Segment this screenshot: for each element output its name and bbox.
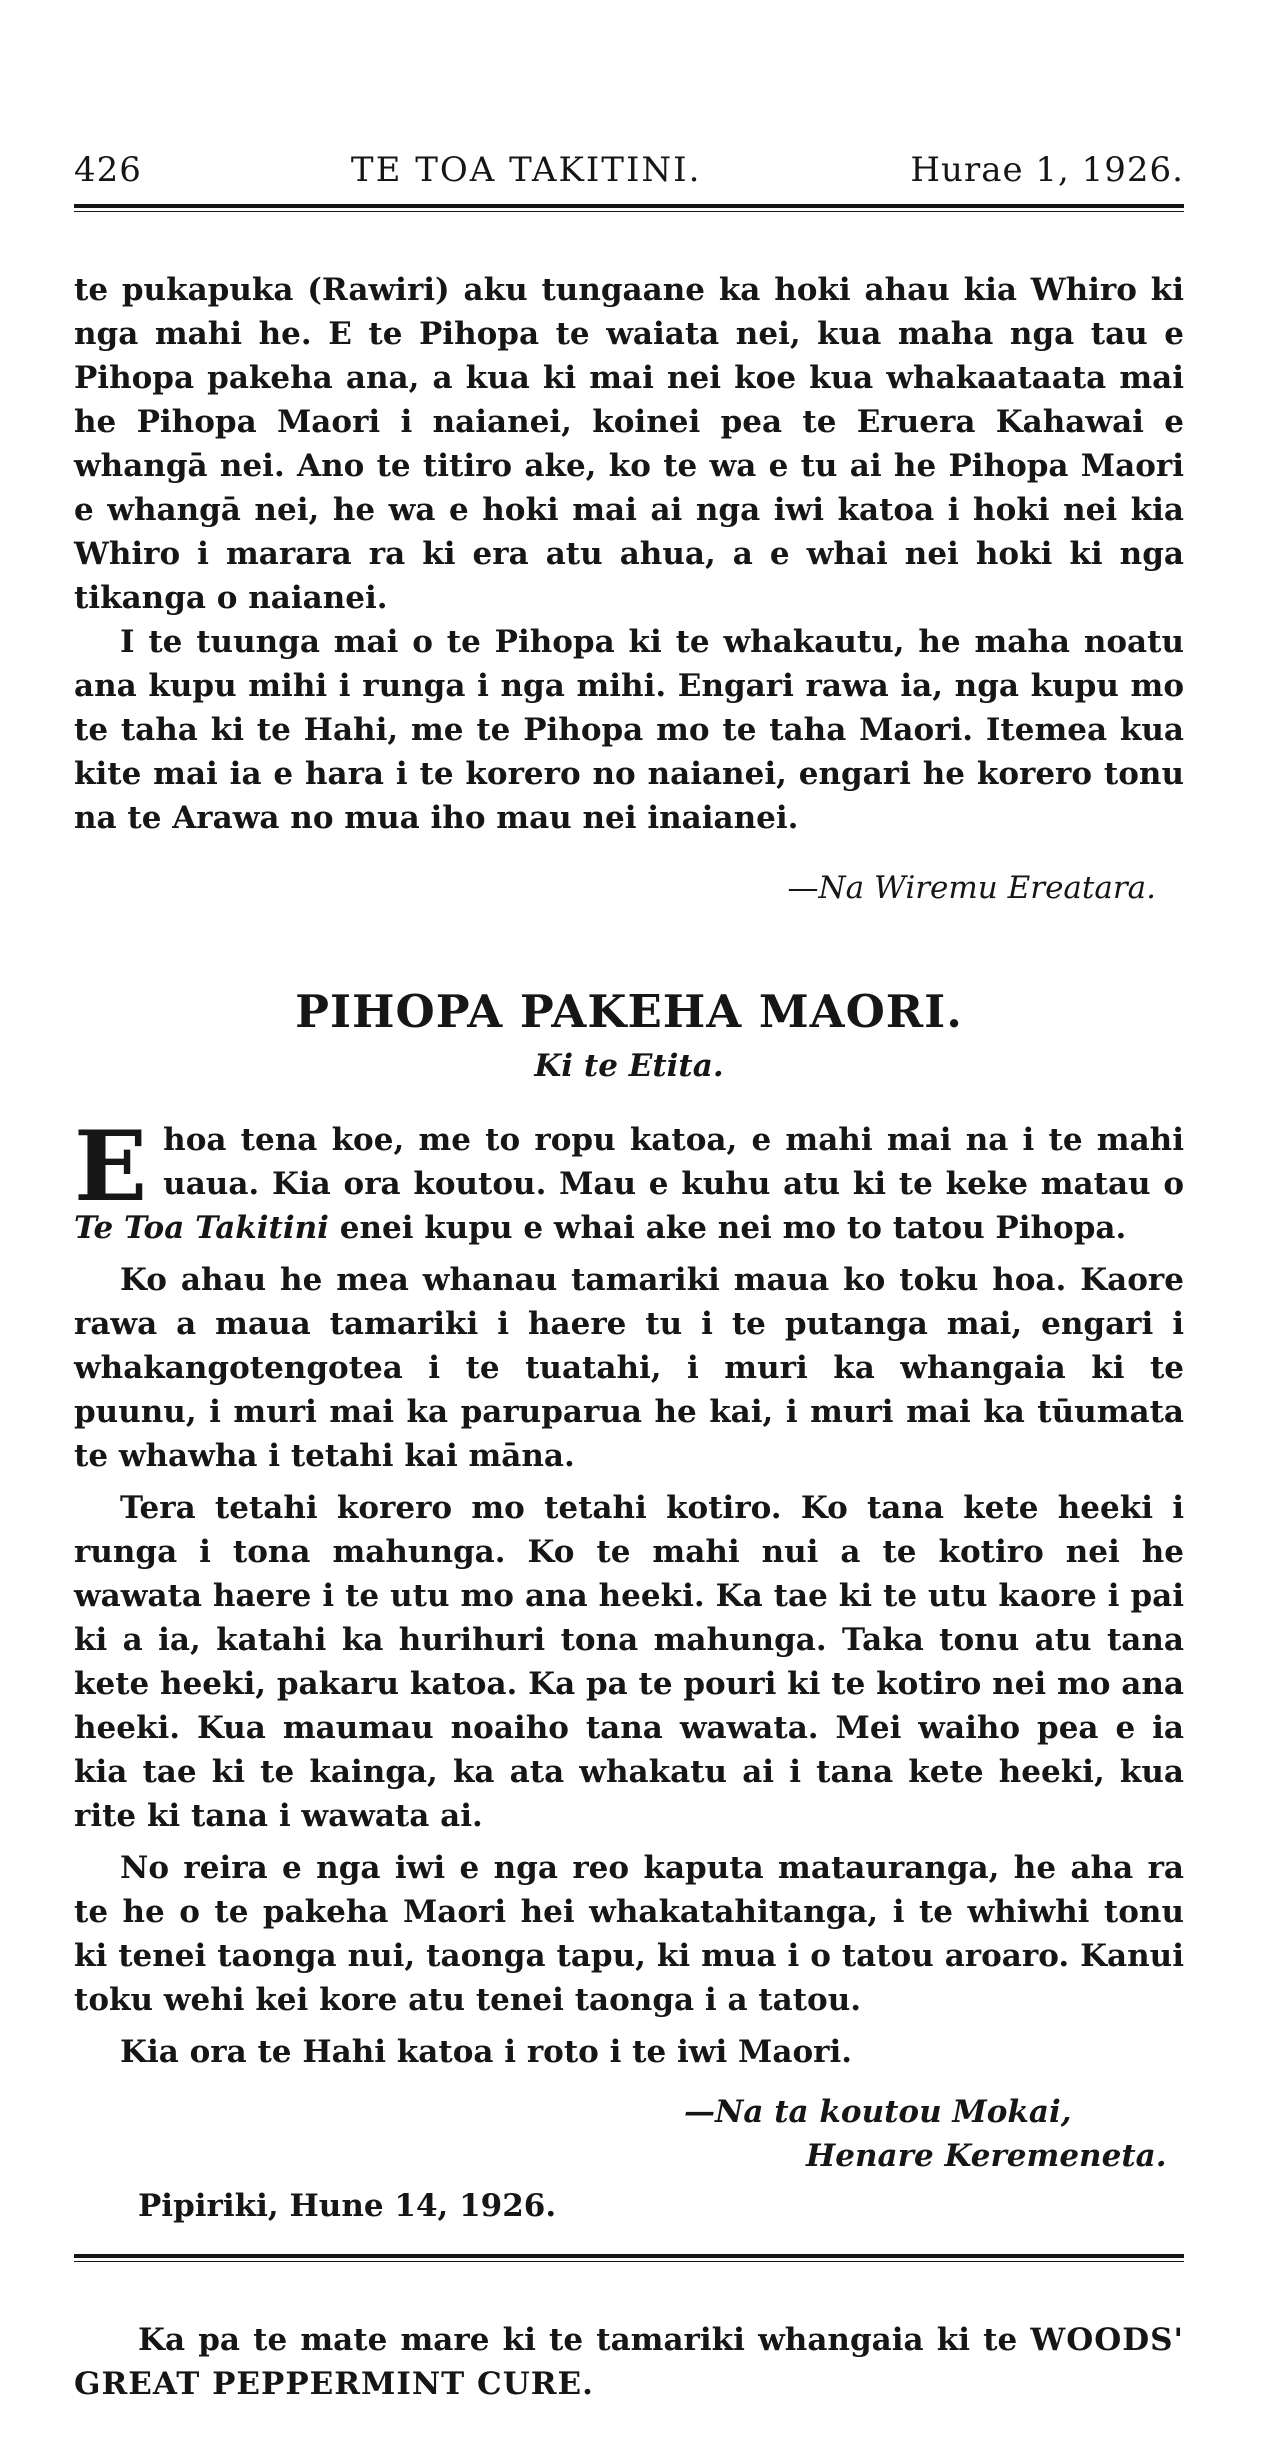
signature-line-1: —Na ta koutou Mokai, (684, 2094, 1072, 2130)
advert-text: Ka pa te mate mare ki te tamariki whangaia ki te (138, 2322, 1031, 2358)
article-paragraph-3: Tera tetahi korero mo tetahi kotiro. Ko tana kete heeki i runga i tona mahunga. Ko te mahi nui a te kotiro nei he wawata haere i te utu mo ana heeki. Ka tae ki te utu kaore i pai ki a ia, katahi ka hurihuri tona mahunga. Taka tonu atu tana kete heeki, pakaru katoa. Ka pa te pouri ki te kotiro nei mo ana heeki. Kua maumau noaiho tana wawata. Mei waiho pea e ia kia tae ki te kainga, ka ata whakatu ai i tana kete heeki, kua rite ki tana i wawata ai. (74, 1490, 1184, 1834)
article-paragraph-5: Kia ora te Hahi katoa i roto i te iwi Maori. (120, 2034, 853, 2070)
article-subheading: Ki te Etita. (534, 1048, 724, 1084)
drop-cap: E (74, 1110, 148, 1223)
article-paragraph-1-text-a: hoa tena koe, me to ropu katoa, e mahi mai na i te mahi uaua. Kia ora koutou. Mau e kuhu atu ki te keke matau o (163, 1122, 1184, 1202)
page-number: 426 (74, 150, 142, 190)
footer-rule (74, 2254, 1184, 2262)
advertisement (74, 2318, 1184, 2406)
continued-paragraph-1: te pukapuka (Rawiri) aku tungaane ka hoki ahau kia Whiro ki nga mahi he. E te Pihopa te waiata nei, kua maha nga tau e Pihopa pakeha ana, a kua ki mai nei koe kua whakaataata mai he Pihopa Maori i naianei, koinei pea te Eruera Kahawai e whangā nei. Ano te titiro ake, ko te wa e tu ai he Pihopa Maori e whangā nei, he wa e hoki mai ai nga iwi katoa i hoki nei kia Whiro i marara ra ki era atu ahua, a e whai nei hoki ki nga tikanga o naianei. (74, 272, 1184, 616)
publication-title: TE TOA TAKITINI. (350, 150, 702, 190)
continued-paragraph-2: I te tuunga mai o te Pihopa ki te whakautu, he maha noatu ana kupu mihi i runga i nga mihi. Engari rawa ia, nga kupu mo te taha ki te Hahi, me te Pihopa mo te taha Maori. Itemea kua kite mai ia e hara i te korero no naianei, engari he korero tonu na te Arawa no mua iho mau nei inaianei. (74, 624, 1184, 836)
place-and-date: Pipiriki, Hune 14, 1926. (138, 2188, 557, 2224)
article-paragraph-1-text-b: enei kupu e whai ake nei mo to tatou Pihopa. (328, 1210, 1127, 1246)
article-paragraph-2: Ko ahau he mea whanau tamariki maua ko toku hoa. Kaore rawa a maua tamariki i haere tu i te putanga mai, engari i whakangotengotea i te tuatahi, i muri ka whangaia ki te puunu, i muri mai ka paruparua he kai, i muri mai ka tūumata te whawha i tetahi kai māna. (74, 1262, 1184, 1474)
article-paragraph-1 (74, 1110, 1184, 1250)
header-rule (74, 204, 1184, 212)
article-heading: PIHOPA PAKEHA MAORI. (295, 985, 963, 1038)
continued-signature: —Na Wiremu Ereatara. (787, 870, 1156, 906)
article (74, 986, 1184, 2228)
article-body (74, 1110, 1184, 2074)
newspaper-page (74, 150, 1184, 2437)
publication-name-italic: Te Toa Takitini (74, 1210, 329, 1246)
issue-date: Hurae 1, 1926. (910, 150, 1184, 190)
advert-product: WOODS' GREAT PEPPERMINT CURE. (74, 2322, 1184, 2402)
running-header (74, 150, 1184, 202)
article-paragraph-4: No reira e nga iwi e nga reo kaputa matauranga, he aha ra te he o te pakeha Maori hei whakatahitanga, i te whiwhi tonu ki tenei taonga nui, taonga tapu, ki mua i o tatou aroaro. Kanui toku wehi kei kore atu tenei taonga i a tatou. (74, 1850, 1184, 2018)
signature-line-2: Henare Keremeneta. (806, 2138, 1167, 2174)
article-signature (684, 2090, 1184, 2178)
continued-article (74, 268, 1184, 910)
